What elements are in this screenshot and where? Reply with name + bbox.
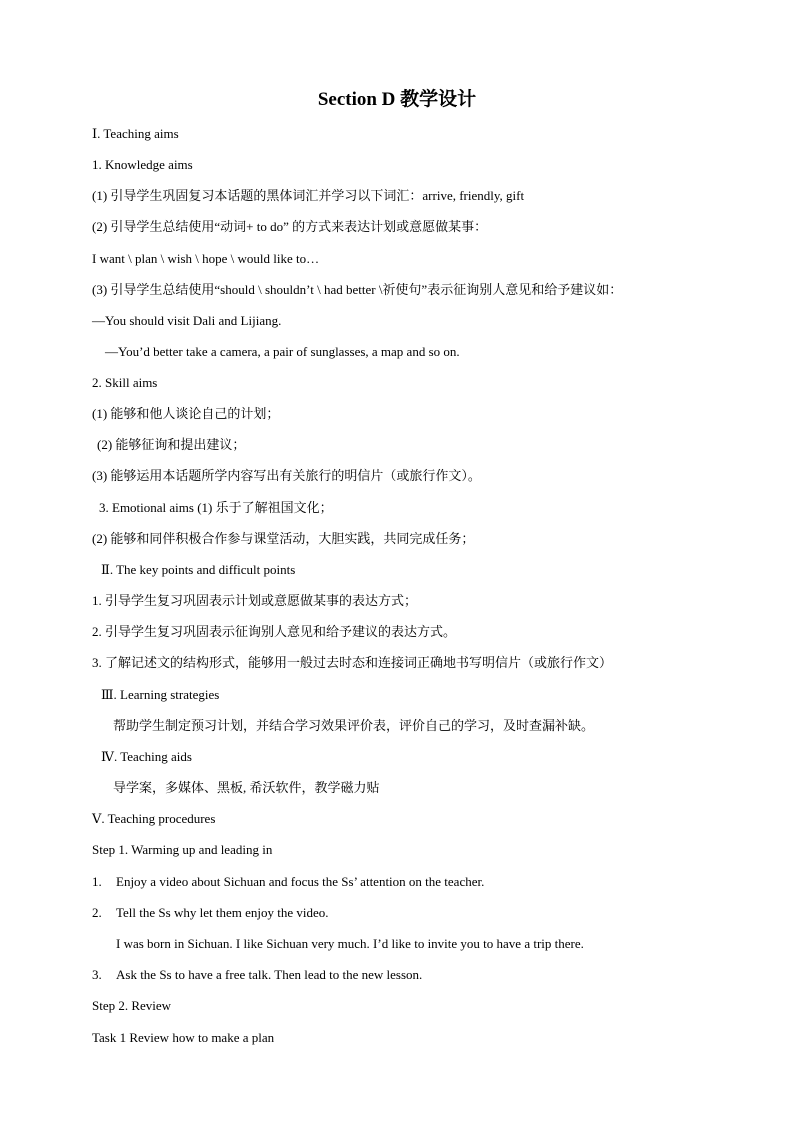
subheading-knowledge-aims: 1. Knowledge aims [92, 157, 193, 172]
list-marker: 3. [92, 967, 102, 982]
emotional-aims: 3. Emotional aims (1) 乐于了解祖国文化； [99, 500, 333, 515]
procedure-item-text: Ask the Ss to have a free talk. Then lead to the new lesson. [116, 967, 423, 982]
example-want-plan: I want \ plan \ wish \ hope \ would like to… [92, 251, 320, 266]
skill-aim-3: (3) 能够运用本话题所学内容写出有关旅行的明信片（或旅行作文）。 [92, 468, 481, 483]
key-point-1: 1. 引导学生复习巩固表示计划或意愿做某事的表达方式； [92, 593, 418, 608]
key-point-2: 2. 引导学生复习巩固表示征询别人意见和给予建议的表达方式。 [92, 624, 457, 639]
list-marker: 1. [92, 874, 102, 889]
knowledge-aim-3: (3) 引导学生总结使用“should \ shouldn’t \ had better \祈使句”表示征询别人意见和给予建议如： [92, 282, 623, 297]
teaching-aids-text: 导学案，多媒体、黑板, 希沃软件，教学磁力贴 [113, 780, 380, 795]
key-point-3: 3. 了解记述文的结构形式，能够用一般过去时态和连接词正确地书写明信片（或旅行作文） [92, 655, 613, 670]
page-title: Section D 教学设计 [317, 89, 477, 110]
learning-strategy-text: 帮助学生制定预习计划，并结合学习效果评价表，评价自己的学习，及时查漏补缺。 [113, 718, 595, 733]
procedure-item-text: Enjoy a video about Sichuan and focus the Ss’ attention on the teacher. [116, 874, 485, 889]
step-2-heading: Step 2. Review [92, 998, 172, 1013]
procedure-item-text: Tell the Ss why let them enjoy the video. [116, 905, 329, 920]
procedure-item-2 [92, 905, 328, 921]
skill-aim-2: (2) 能够征询和提出建议； [97, 437, 246, 452]
section-heading-learning-strategies: Ⅲ. Learning strategies [101, 687, 220, 702]
section-heading-key-points: Ⅱ. The key points and difficult points [101, 562, 296, 577]
emotional-aim-2: (2) 能够和同伴积极合作参与课堂活动，大胆实践，共同完成任务； [92, 531, 475, 546]
skill-aim-1: (1) 能够和他人谈论自己的计划； [92, 406, 280, 421]
section-heading-teaching-aids: Ⅳ. Teaching aids [101, 749, 192, 764]
procedure-item-2-detail: I was born in Sichuan. I like Sichuan very much. I’d like to invite you to have a trip there. [116, 936, 584, 951]
example-should-visit: —You should visit Dali and Lijiang. [92, 313, 282, 328]
task-1-heading: Task 1 Review how to make a plan [92, 1030, 275, 1045]
subheading-skill-aims: 2. Skill aims [92, 375, 158, 390]
step-1-heading: Step 1. Warming up and leading in [92, 842, 273, 857]
procedure-item-1 [92, 874, 484, 890]
example-had-better: —You’d better take a camera, a pair of sunglasses, a map and so on. [105, 344, 460, 359]
knowledge-aim-1: (1) 引导学生巩固复习本话题的黑体词汇并学习以下词汇：arrive, friendly, gift [92, 188, 525, 203]
list-marker: 2. [92, 905, 102, 920]
section-heading-teaching-procedures: Ⅴ. Teaching procedures [92, 811, 216, 826]
procedure-item-3 [92, 967, 422, 983]
section-heading-teaching-aims: Ⅰ. Teaching aims [92, 126, 179, 141]
knowledge-aim-2: (2) 引导学生总结使用“动词+ to do” 的方式来表达计划或意愿做某事： [92, 219, 488, 234]
